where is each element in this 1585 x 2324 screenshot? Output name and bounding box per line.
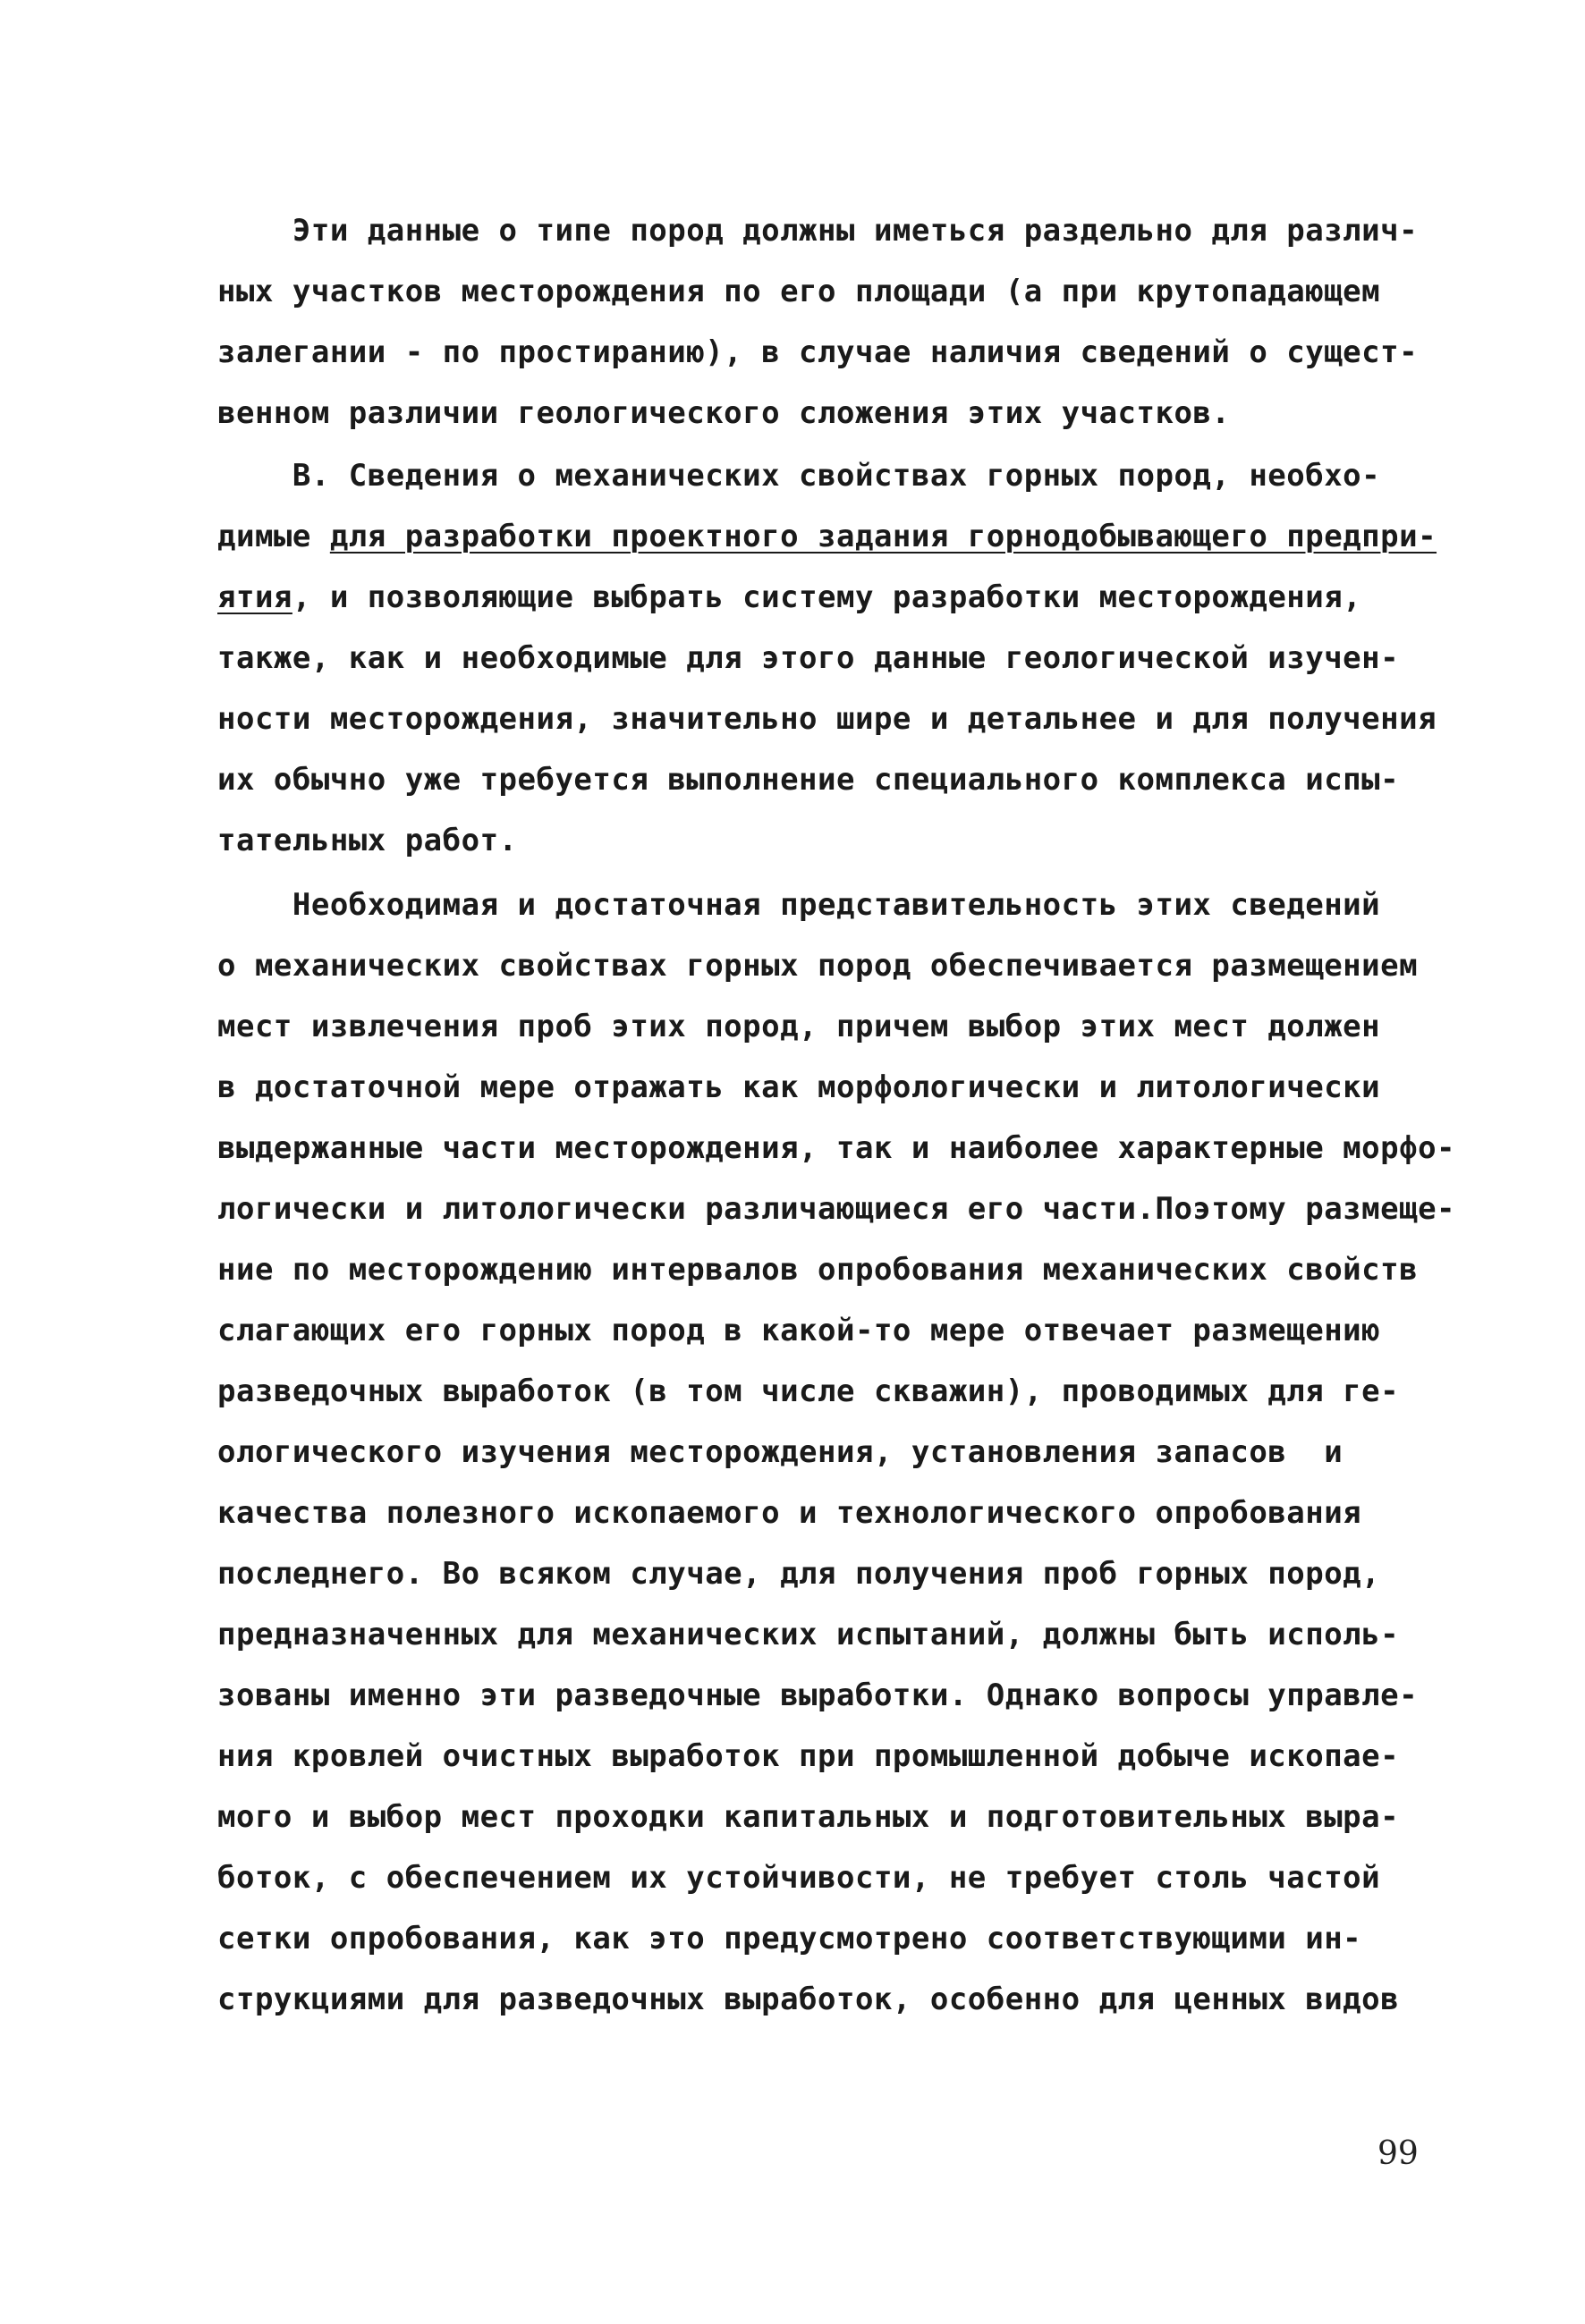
text-line: [217, 519, 1437, 554]
text-line: их обычно уже требуется выполнение специального комплекса испы-: [217, 762, 1400, 798]
text-line: венном различии геологического сложения этих участков.: [217, 395, 1231, 431]
page-number: 99: [1377, 2135, 1419, 2172]
text-line: о механических свойствах горных пород обеспечивается размещением: [217, 948, 1419, 984]
underlined-text: для разработки проектного задания горнодобывающего предпри-: [329, 519, 1437, 554]
text-line: зованы именно эти разведочные выработки. Однако вопросы управле-: [217, 1678, 1419, 1713]
text-line: Необходимая и достаточная представительность этих сведений: [217, 887, 1381, 923]
text-line: ния кровлей очистных выработок при промышленной добыче ископае-: [217, 1738, 1400, 1774]
text-line: слагающих его горных пород в какой-то мере отвечает размещению: [217, 1313, 1381, 1348]
text-line: залегании - по простиранию), в случае наличия сведений о сущест-: [217, 334, 1419, 370]
text-line: логически и литологически различающиеся его части.Поэтому размеще-: [217, 1191, 1456, 1227]
text-line: [217, 579, 1361, 615]
text-line: струкциями для разведочных выработок, особенно для ценных видов: [217, 1982, 1400, 2017]
text-line: ности месторождения, значительно шире и детальнее и для получения: [217, 701, 1437, 737]
text-line: В. Сведения о механических свойствах горных пород, необхо-: [217, 458, 1381, 494]
text-span: , и позволяющие выбрать систему разработки месторождения,: [292, 579, 1362, 615]
text-line: мого и выбор мест проходки капитальных и подготовительных выра-: [217, 1799, 1400, 1835]
text-line: последнего. Во всяком случае, для получения проб горных пород,: [217, 1556, 1381, 1592]
text-line: ных участков месторождения по его площади (а при крутопадающем: [217, 274, 1381, 309]
text-line: выдержанные части месторождения, так и наиболее характерные морфо-: [217, 1130, 1456, 1166]
text-line: боток, с обеспечением их устойчивости, не требует столь частой: [217, 1860, 1381, 1896]
underlined-text: ятия: [217, 579, 292, 615]
text-span: димые: [217, 519, 330, 554]
text-line: Эти данные о типе пород должны иметься раздельно для различ-: [217, 213, 1419, 249]
text-line: предназначенных для механических испытаний, должны быть исполь-: [217, 1617, 1400, 1652]
text-line: мест извлечения проб этих пород, причем выбор этих мест должен: [217, 1009, 1381, 1044]
text-line: ологического изучения месторождения, установления запасов и: [217, 1434, 1343, 1470]
text-line: качества полезного ископаемого и технологического опробования: [217, 1495, 1362, 1531]
text-line: в достаточной мере отражать как морфологически и литологически: [217, 1069, 1381, 1105]
text-line: также, как и необходимые для этого данные геологической изучен-: [217, 640, 1400, 676]
text-line: ние по месторождению интервалов опробования механических свойств: [217, 1252, 1419, 1288]
text-line: сетки опробования, как это предусмотрено соответствующими ин-: [217, 1921, 1362, 1956]
text-line: тательных работ.: [217, 823, 518, 858]
text-line: разведочных выработок (в том числе скважин), проводимых для ге-: [217, 1373, 1400, 1409]
